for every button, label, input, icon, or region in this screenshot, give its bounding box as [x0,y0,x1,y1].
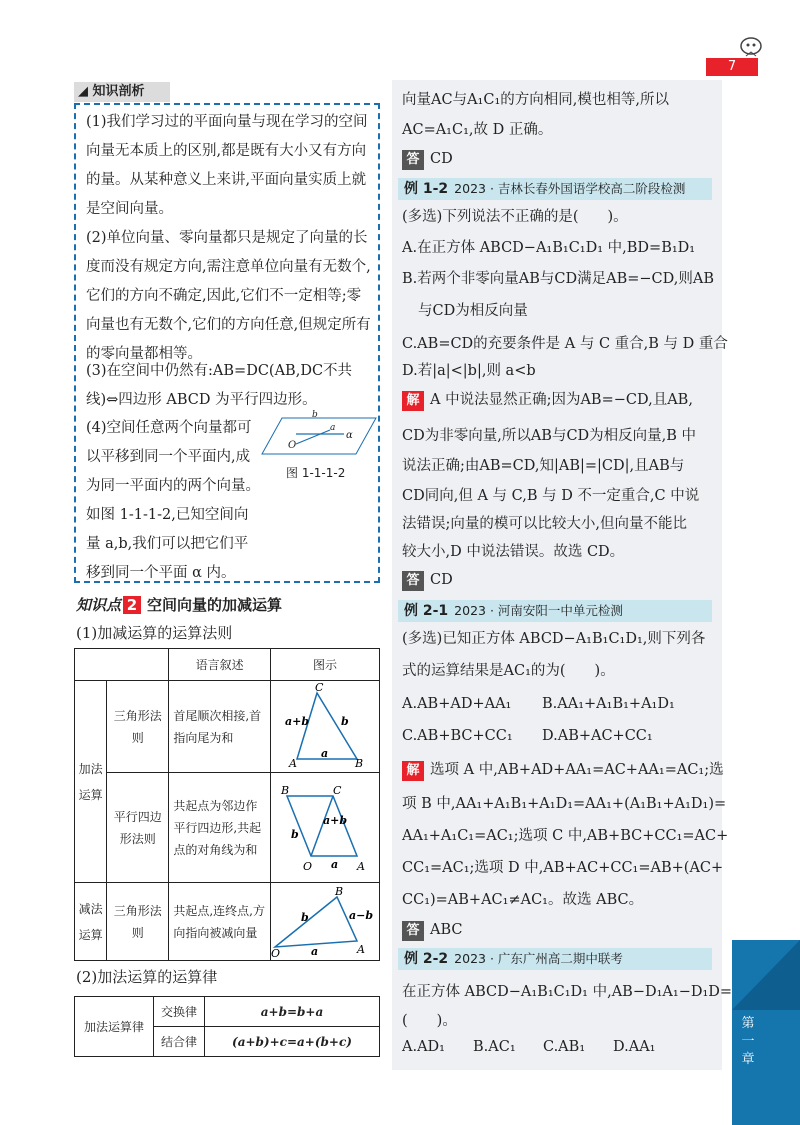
ex12-s4: CD同向,但 A 与 C,B 与 D 不一定重合,C 中说 [402,488,700,504]
rule-parallelogram: 平行四边形法则 [107,773,169,883]
ex22-option-d: D.AA₁ [613,1039,656,1055]
ex12-option-b1: B.若两个非零向量AB与CD满足AB=−CD,则AB [402,271,714,287]
diagram-parallelogram [271,773,380,883]
svg-text:a+b: a+b [323,814,348,827]
top-text-2: AC=A₁C₁,故 D 正确。 [402,122,553,138]
example-2-2-source: 2023 · 广东广州高二期中联考 [454,951,623,966]
chapter-label: 第一章 [741,1016,755,1067]
desc-triangle-sub: 共起点,连终点,方向指向被减向量 [169,883,271,961]
svg-text:α: α [346,430,353,441]
example-2-1-label: 例 2-1 [404,603,449,619]
ex21-q2: 式的运算结果是AC₁的为( )。 [402,663,615,679]
answer-row-3 [402,916,463,945]
knowledge-p3: (3)在空间中仍然有:AB=DC(AB,DC不共线)⇔四边形 ABCD 为平行四边形。 [86,363,353,408]
desc-parallelogram: 共起点为邻边作平行四边形,共起点的对角线为和 [169,773,271,883]
ex21-s5: CC₁)=AB+AC₁≠AC₁。故选 ABC。 [402,892,644,908]
ex21-solution-1 [402,756,724,785]
law-associative-name: 结合律 [154,1027,205,1057]
ex22-option-a: A.AD₁ [402,1039,445,1055]
header-description: 语言叙述 [169,649,271,681]
example-2-2-label: 例 2-2 [404,951,449,967]
header-diagram: 图示 [271,649,380,681]
ex12-option-a: A.在正方体 ABCD−A₁B₁C₁D₁ 中,BD=B₁D₁ [402,240,696,256]
ex21-option-a: A.AB+AD+AA₁ [402,696,512,712]
svg-text:C: C [333,784,342,797]
svg-text:a: a [311,945,319,957]
ex22-option-b: B.AC₁ [473,1039,516,1055]
laws-group: 加法运算律 [75,997,154,1057]
ex12-option-b2: 与CD为相反向量 [418,303,528,319]
ex21-q1: (多选)已知正方体 ABCD−A₁B₁C₁D₁,则下列各 [402,631,706,647]
answer-1: CD [430,151,453,167]
svg-text:A: A [357,943,365,956]
answer-row-1 [402,145,453,174]
figure-caption: 图 1-1-1-2 [286,466,346,480]
answer-tag: 答 [402,571,424,591]
svg-text:B: B [355,757,364,769]
svg-text:B: B [281,784,290,797]
page-number: 7 [706,58,758,76]
parallelogram-plane-figure [260,408,380,464]
ex21-option-c: C.AB+BC+CC₁ [402,728,513,744]
svg-text:b: b [312,410,318,420]
example-2-2-header [398,948,712,970]
ex21-s2: 项 B 中,AA₁+A₁B₁+A₁D₁=AA₁+(A₁B₁+A₁D₁)= [402,796,727,812]
ex12-s6: 较大小,D 中说法错误。故选 CD。 [402,544,625,560]
svg-text:A: A [357,860,365,873]
example-1-2-label: 例 1-2 [404,181,449,197]
ex12-answer: CD [430,572,453,588]
mascot-icon [738,36,764,60]
ex12-s5: 法错误;向量的模可以比较大小,但向量不能比 [402,516,687,532]
svg-text:a: a [321,747,329,760]
example-2-1-header [398,600,712,622]
svg-text:b: b [301,911,309,924]
svg-text:a: a [331,858,339,871]
ex12-option-c: C.AB=CD的充要条件是 A 与 C 重合,B 与 D 重合 [402,336,728,352]
ex22-q2: ( )。 [402,1013,457,1029]
section2-sub2: (2)加法运算的运算律 [76,968,218,986]
answer-tag: 答 [402,150,424,170]
operation-rules-table [74,648,380,961]
ex12-question: (多选)下列说法不正确的是( )。 [402,209,628,225]
table-corner [75,649,169,681]
svg-text:O: O [303,860,313,873]
knowledge-p1: (1)我们学习过的平面向量与现在学习的空间向量无本质上的区别,都是既有大小又有方向的量。从某种意义上来讲,平面向量实质上就是空间向量。 [86,114,368,217]
section2-badge: 知识点 [76,596,122,614]
answer-tag: 答 [402,921,424,941]
example-1-2-header [398,178,712,200]
section2-title: 空间向量的加减运算 [147,596,283,614]
group-subtraction: 减法运算 [75,883,107,961]
example-1-2-source: 2023 · 吉林长春外国语学校高二阶段检测 [454,181,686,196]
svg-text:C: C [315,681,324,694]
solution-tag: 解 [402,761,424,781]
ex21-answer: ABC [430,922,463,938]
knowledge-p2: (2)单位向量、零向量都只是规定了向量的长度而没有规定方向,需注意单位向量有无数个,它们的方向不确定,因此,它们不一定相等;零向量也有无数个,它们的方向任意,但规定所有的零向量都相等。 [86,230,371,362]
diagram-triangle-add [271,681,380,773]
example-2-1-source: 2023 · 河南安阳一中单元检测 [454,603,623,618]
ex22-q1: 在正方体 ABCD−A₁B₁C₁D₁ 中,AB−D₁A₁−D₁D= [402,984,733,1000]
svg-text:B: B [335,885,344,898]
answer-row-2 [402,566,453,595]
knowledge-analysis-title: 知识剖析 [92,84,145,99]
law-associative-formula: (a+b)+c=a+(b+c) [205,1027,380,1057]
solution-tag: 解 [402,391,424,411]
ex12-s2: CD为非零向量,所以AB与CD为相反向量,B 中 [402,428,697,444]
svg-text:O: O [271,947,281,957]
section2-header [76,594,282,616]
rule-triangle-sub: 三角形法则 [107,883,169,961]
ex21-s1: 选项 A 中,AB+AD+AA₁=AC+AA₁=AC₁;选 [430,762,724,778]
svg-text:O: O [288,440,297,451]
top-text-1: 向量AC与A₁C₁的方向相同,模也相等,所以 [402,92,669,108]
svg-text:A: A [289,757,297,769]
svg-text:b: b [341,715,349,728]
ex12-solution-1 [402,386,693,415]
addition-laws-table [74,996,380,1057]
svg-text:a: a [330,423,336,433]
rule-triangle-add: 三角形法则 [107,681,169,773]
ex12-s3: 说法正确;由AB=CD,知|AB|=|CD|,且AB与 [402,458,685,474]
ex12-option-d: D.若|a|<|b|,则 a<b [402,363,536,379]
svg-text:a+b: a+b [285,715,310,728]
knowledge-analysis-header: ◢ 知识剖析 [74,82,170,102]
ex21-option-d: D.AB+AC+CC₁ [542,728,653,744]
desc-triangle-add: 首尾顺次相接,首指向尾为和 [169,681,271,773]
ex21-s4: CC₁=AC₁;选项 D 中,AB+AC+CC₁=AB+(AC+ [402,860,724,876]
ex21-s3: AA₁+A₁C₁=AC₁;选项 C 中,AB+BC+CC₁=AC+ [402,828,729,844]
knowledge-p4: (4)空间任意两个向量都可以平移到同一个平面内,成为同一平面内的两个向量。如图 1-1-1-2,已知空间向量 a,b,我们可以把它们平移到同一个平面 α 内。 [86,420,260,581]
section2-sub1: (1)加减运算的运算法则 [76,624,233,642]
law-commutative-name: 交换律 [154,997,205,1027]
ex22-option-c: C.AB₁ [543,1039,586,1055]
ex21-option-b: B.AA₁+A₁B₁+A₁D₁ [542,696,675,712]
law-commutative-formula: a+b=b+a [205,997,380,1027]
diagram-triangle-sub [271,883,380,961]
ex12-s1: A 中说法显然正确;因为AB=−CD,且AB, [430,392,693,408]
svg-text:a−b: a−b [349,909,374,922]
section2-number: 2 [123,596,141,614]
svg-text:b: b [291,828,299,841]
group-addition: 加法运算 [75,681,107,883]
